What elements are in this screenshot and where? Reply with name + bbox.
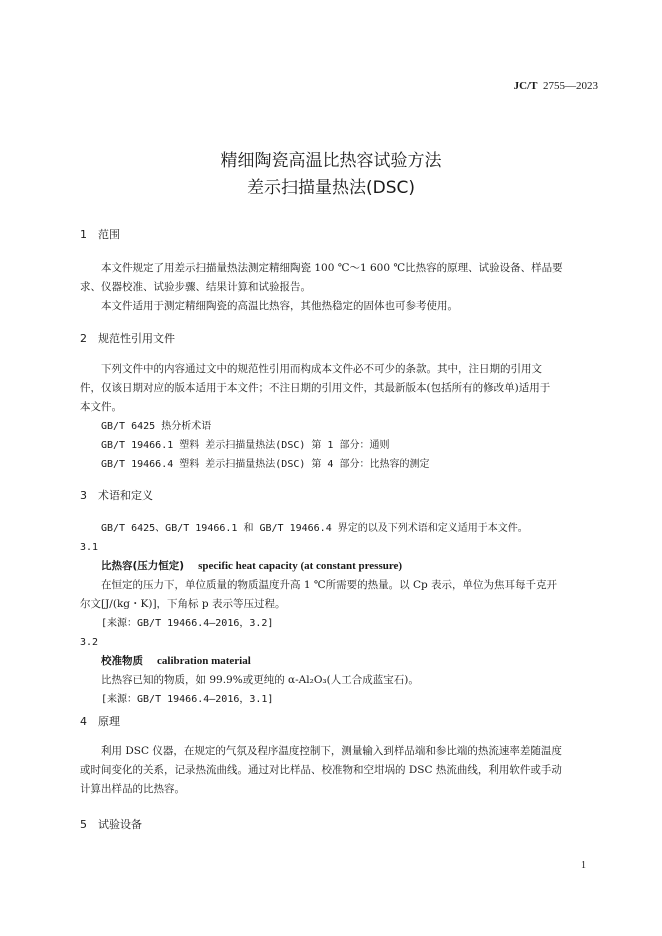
section-number: 1: [80, 228, 87, 241]
section-heading-2: [80, 330, 175, 346]
section-title: 术语和定义: [98, 489, 153, 502]
page-number: 1: [581, 860, 586, 871]
term-chinese: 校准物质: [101, 655, 143, 667]
term-definition: 在恒定的压力下，单位质量的物质温度升高 1 ℃所需要的热量。以 Cp 表示，单位为焦耳每千克开: [101, 579, 558, 591]
reference-item: GB/T 19466.4 塑料 差示扫描量热法(DSC) 第 4 部分：比热容的测定: [101, 459, 430, 470]
term-definition: 尔文[J/(kg・K)]，下角标 p 表示等压过程。: [80, 598, 286, 610]
term-definition: 比热容已知的物质，如 99.9%或更纯的 α-Al₂O₃(人工合成蓝宝石)。: [101, 674, 419, 686]
section-heading-5: [80, 816, 142, 832]
section-heading-1: [80, 226, 120, 242]
section-number: 4: [80, 715, 87, 728]
term-number: 3.1: [80, 542, 99, 553]
text-line: 计算出样品的比热容。: [80, 783, 185, 795]
section-number: 3: [80, 489, 87, 502]
term-english: calibration material: [157, 655, 251, 667]
text-line: 件，仅该日期对应的版本适用于本文件；不注日期的引用文件，其最新版本(包括所有的修改单)适用于: [80, 382, 551, 394]
term-source: [来源：GB/T 19466.4—2016，3.1]: [101, 694, 274, 705]
reference-item: GB/T 6425 热分析术语: [101, 421, 212, 432]
normative-paragraph: [80, 360, 600, 474]
text-line: 利用 DSC 仪器，在规定的气氛及程序温度控制下，测量输入到样品端和参比端的热流速率差随温度: [101, 745, 562, 757]
term-heading: [80, 652, 620, 671]
reference-item: GB/T 19466.1 塑料 差示扫描量热法(DSC) 第 1 部分：通则: [101, 440, 390, 451]
text-line: 求、仪器校准、试验步骤、结果计算和试验报告。: [80, 281, 311, 293]
principle-paragraph: [80, 742, 610, 799]
text-line: 本文件适用于测定精细陶瓷的高温比热容，其他热稳定的固体也可参考使用。: [101, 300, 458, 312]
section-heading-4: [80, 713, 120, 729]
document-title-line2: 差示扫描量热法(DSC): [246, 178, 416, 198]
terms-section: [80, 519, 620, 709]
standard-number: 2755—2023: [543, 80, 598, 92]
text-line: 本文件规定了用差示扫描量热法测定精细陶瓷 100 ℃～1 600 ℃比热容的原理、试验设备、样品要: [101, 262, 563, 274]
section-heading-3: [80, 487, 153, 503]
terms-intro: GB/T 6425、GB/T 19466.1 和 GB/T 19466.4 界定的以及下列术语和定义适用于本文件。: [101, 523, 528, 534]
term-english: specific heat capacity (at constant pressure): [198, 560, 403, 572]
section-title: 原理: [98, 715, 120, 728]
term-source: [来源：GB/T 19466.4—2016，3.2]: [101, 618, 274, 629]
text-line: 下列文件中的内容通过文中的规范性引用而构成本文件必不可少的条款。其中，注日期的引用文: [101, 363, 542, 375]
section-title: 范围: [98, 228, 120, 241]
section-title: 试验设备: [98, 818, 142, 831]
text-line: 或时间变化的关系，记录热流曲线。通过对比样品、校准物和空坩埚的 DSC 热流曲线，利用软件或手动: [80, 764, 562, 776]
term-heading: [80, 557, 620, 576]
standard-code: [514, 80, 598, 92]
section-number: 2: [80, 332, 87, 345]
term-chinese: 比热容(压力恒定): [101, 560, 185, 572]
term-number: 3.2: [80, 637, 99, 648]
text-line: 本文件。: [80, 401, 122, 413]
section-number: 5: [80, 818, 87, 831]
document-title-line1: 精细陶瓷高温比热容试验方法: [220, 151, 442, 171]
scope-paragraph: [80, 259, 600, 316]
section-title: 规范性引用文件: [98, 332, 175, 345]
standard-prefix: JC/T: [513, 80, 538, 92]
